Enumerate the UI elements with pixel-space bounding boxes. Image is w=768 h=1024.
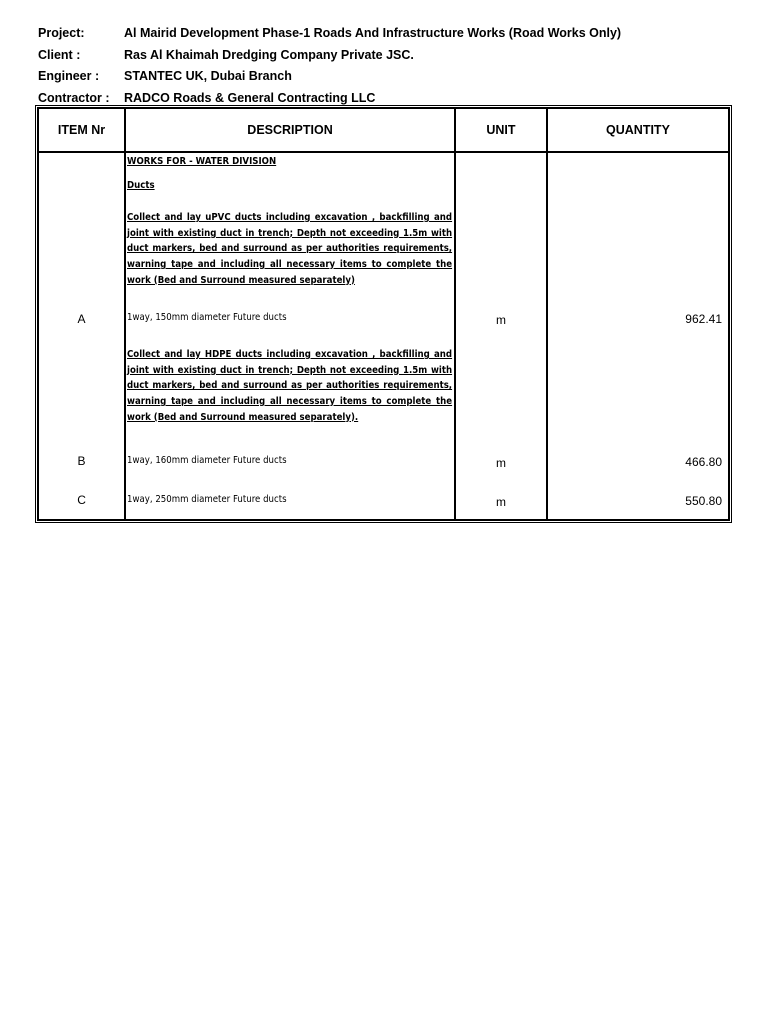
quantity-column-cell [547, 152, 729, 520]
upvc-ducts-specification: Collect and lay uPVC ducts including excavation , backfilling and joint with existing duct in trench; Depth not exceeding 1.5m with duct markers, bed and surround as per authorities requirements, warning tape and including all necessary items to complete the work (Bed and Surround measured separately) [127, 212, 453, 286]
contractor-label: Contractor : [38, 90, 110, 105]
client-row [38, 46, 738, 68]
table-header-row [38, 108, 729, 152]
project-row [38, 24, 738, 46]
unit-column-header: UNIT [455, 108, 547, 152]
contractor-value: RADCO Roads & General Contracting LLC [124, 90, 376, 105]
client-label: Client : [38, 47, 81, 62]
item-column-cell [38, 152, 125, 520]
item-b: B [77, 454, 86, 468]
hdpe-ducts-specification: Collect and lay HDPE ducts including excavation , backfilling and joint with existing duct in trench; Depth not exceeding 1.5m with duct markers, bed and surround as per authorities requirements, warning tape and including all necessary items to complete the work (Bed and Surround measured separately). [127, 349, 453, 423]
description-column-cell [125, 152, 455, 520]
row-c-description: 1way, 250mm diameter Future ducts [127, 494, 287, 505]
subsection-title: Ducts [127, 180, 155, 191]
project-label: Project: [38, 26, 85, 40]
engineer-value: STANTEC UK, Dubai Branch [124, 69, 292, 83]
row-b-quantity: 466.80 [685, 455, 722, 469]
description-column-header: DESCRIPTION [125, 108, 455, 152]
client-value: Ras Al Khaimah Dredging Company Private JSC. [124, 47, 414, 62]
unit-column-cell [455, 152, 547, 520]
document-header [38, 24, 738, 110]
row-b-unit: m [495, 456, 506, 470]
item-c: C [77, 493, 86, 507]
quantity-column-header: QUANTITY [547, 108, 729, 152]
row-a-quantity: 962.41 [685, 312, 722, 326]
section-title: WORKS FOR - WATER DIVISION [127, 156, 277, 167]
row-b-description: 1way, 160mm diameter Future ducts [127, 455, 287, 466]
engineer-label: Engineer : [38, 69, 100, 83]
row-a-unit: m [495, 313, 506, 327]
bill-of-quantities-table [35, 105, 732, 523]
row-c-unit: m [495, 495, 506, 509]
item-column-header: ITEM Nr [38, 108, 125, 152]
engineer-row [38, 67, 738, 89]
row-a-description: 1way, 150mm diameter Future ducts [127, 312, 287, 323]
project-value: Al Mairid Development Phase-1 Roads And Infrastructure Works (Road Works Only) [124, 26, 622, 40]
table-body-row [38, 152, 729, 520]
row-c-quantity: 550.80 [685, 494, 722, 508]
item-a: A [77, 312, 86, 326]
